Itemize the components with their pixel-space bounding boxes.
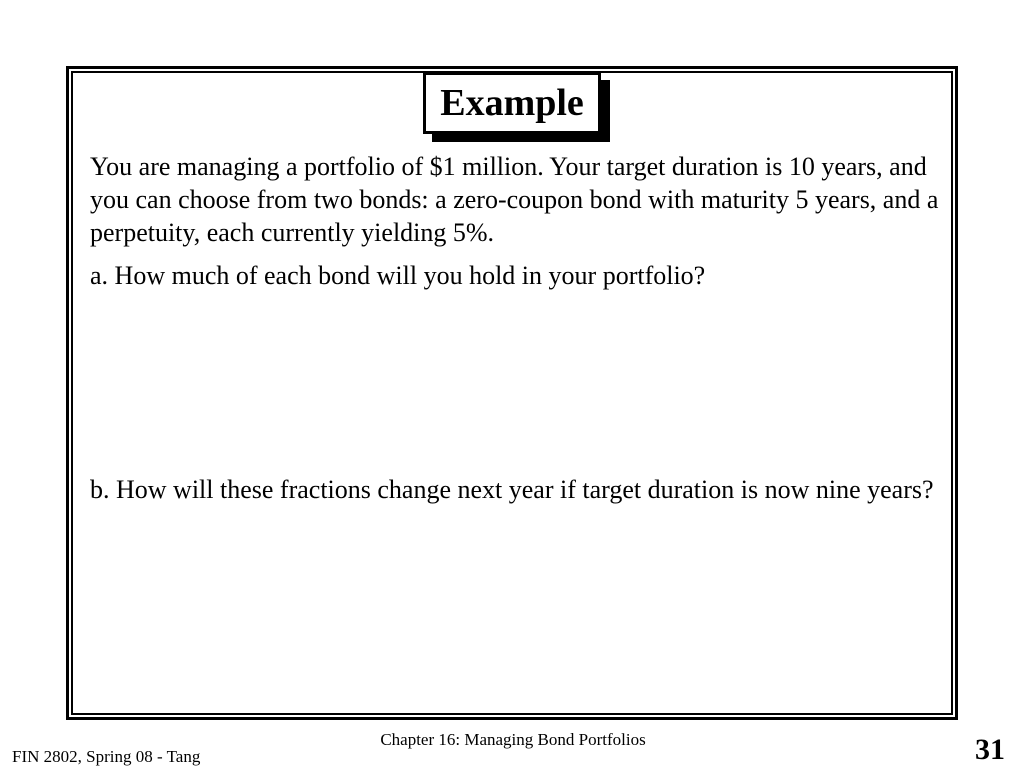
problem-statement: You are managing a portfolio of $1 million. Your target duration is 10 years, and you can choose from two bonds: a zero-coupon bond with maturity 5 years, and a perpetuity, each currently yielding 5%. [90,152,939,247]
footer-course: FIN 2802, Spring 08 - Tang [12,747,201,766]
slide-title: Example [440,82,584,124]
question-b: b. How will these fractions change next year if target duration is now nine years? [90,475,934,504]
footer-chapter: Chapter 16: Managing Bond Portfolios [380,730,646,749]
title-box [423,72,601,134]
question-a: a. How much of each bond will you hold in your portfolio? [90,261,706,290]
page-number: 31 [975,733,1005,766]
